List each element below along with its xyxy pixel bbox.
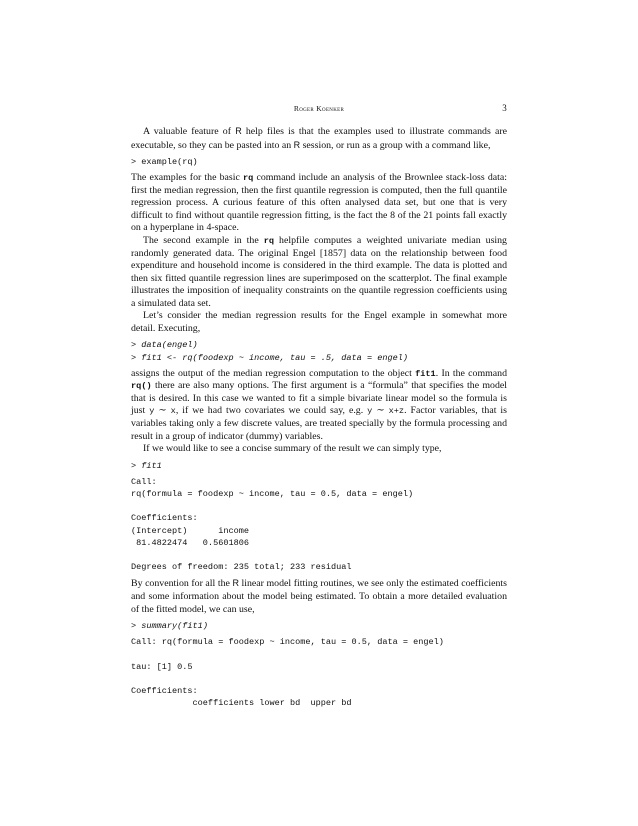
paragraph-7: By convention for all the R linear model fitting routines, we see only the estimated coefficients and some information about the model being estimated. To obtain a more detailed evaluation of the fitted model, we can use,	[131, 578, 507, 615]
running-header	[131, 104, 507, 116]
code-block-fit1: > fit1	[131, 460, 162, 471]
code-block-engel: > data(engel) > fit1 <- rq(foodexp ~ income, tau = .5, data = engel)	[131, 340, 408, 363]
paragraph-5: assigns the output of the median regression computation to the object fit1. In the command rq() there are also many options. The first argument is a “formula” that specifies the model that is desired. In this case we wanted to fit a simple bivariate linear model so the formula is just y ∼ x, if we had two covariates we could say, e.g. y ∼ x+z. Factor variables, that is variables taking only a few discrete values, are treated specially by the formula processing and result in a group of indicator (dummy) variables.	[131, 367, 508, 442]
output-block-summary: Call: rq(formula = foodexp ~ income, tau = 0.5, data = engel) tau: [1] 0.5 Coefficients: coefficients lower bd upper bd	[131, 637, 444, 709]
page-number: 3	[502, 103, 507, 113]
paragraph-6: If we would like to see a concise summary of the result we can simply type,	[143, 443, 442, 455]
paragraph-1: A valuable feature of R help files is that the examples used to illustrate commands are executable, so they can be pasted into an R session, or run as a group with a command like,	[131, 126, 507, 151]
paragraph-4: Let’s consider the median regression results for the Engel example in somewhat more detail. Executing,	[131, 310, 507, 334]
page-body	[131, 125, 507, 709]
author-name: Roger Koenker	[293, 104, 345, 113]
code-block-example: > example(rq)	[131, 157, 198, 168]
code-block-summary: > summary(fit1)	[131, 621, 208, 632]
paragraph-2: The examples for the basic rq command include an analysis of the Brownlee stack-loss data: first the median regression, then the first quantile regression is computed, then the full quantile regression process. A curious feature of this often analysed data set, but one that is very difficult to find without quantile regression fitting, is the fact the 8 of the 21 points fall exactly on a hyperplane in 4-space.	[131, 172, 507, 234]
paragraph-3: The second example in the rq helpfile computes a weighted univariate median using randomly generated data. The original Engel [1857] data on the relationship between food expenditure and household income is considered in the third example. The data is plotted and then six fitted quantile regression lines are superimposed on the scatterplot. The final example illustrates the imposition of inequality constraints on the quantile regression coefficients using a simulated data set.	[131, 235, 507, 309]
output-block-fit1: Call: rq(formula = foodexp ~ income, tau = 0.5, data = engel) Coefficients: (Intercept) income 81.4822474 0.5601806 Degrees of freedom: 235 total; 233 residual	[131, 476, 414, 573]
